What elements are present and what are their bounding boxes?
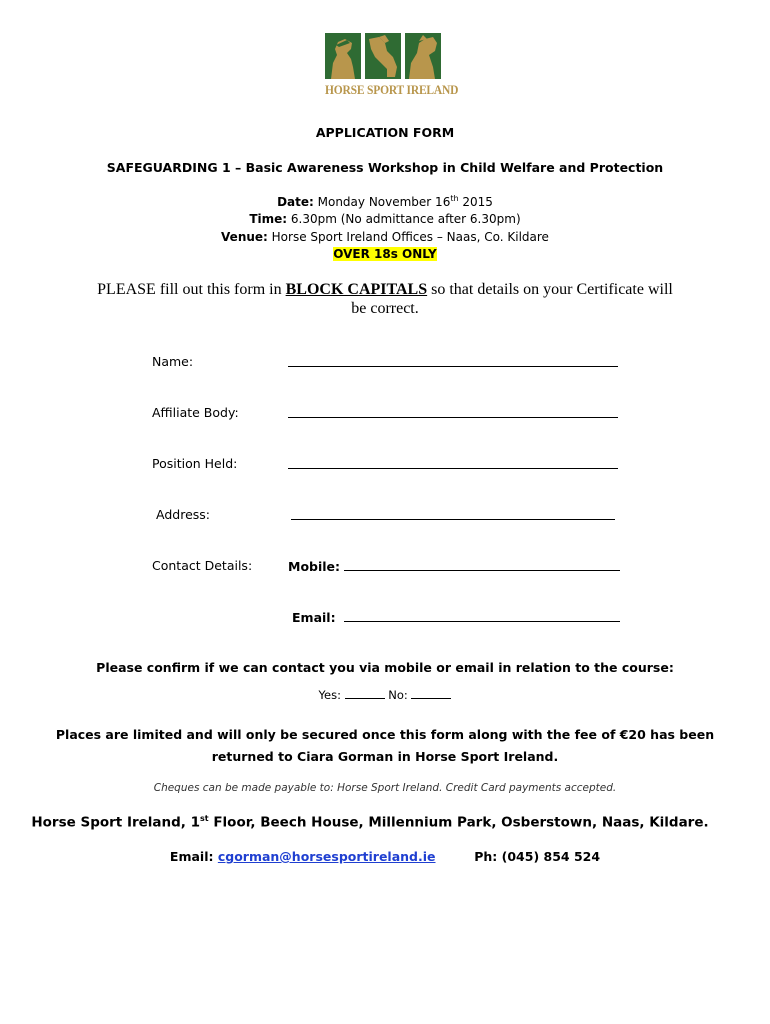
address-post: Floor, Beech House, Millennium Park, Osberstown, Naas, Kildare. [208, 814, 709, 831]
position-field[interactable] [288, 456, 618, 469]
workshop-title: SAFEGUARDING 1 – Basic Awareness Workshop in Child Welfare and Protection [106, 160, 664, 175]
venue-value: Horse Sport Ireland Offices – Naas, Co. Kildare [267, 230, 549, 244]
event-venue [0, 230, 770, 244]
email-link[interactable]: cgorman@horsesportireland.ie [217, 849, 436, 864]
horse-sport-ireland-logo [325, 33, 459, 99]
contact-label: Contact Details: [152, 558, 253, 573]
places-notice-line1: Places are limited and will only be secured once this form along with the fee of €20 has been [55, 727, 715, 742]
yes-field[interactable] [345, 688, 385, 699]
rider-silhouette-icon [325, 33, 361, 79]
email-field[interactable] [344, 609, 620, 622]
footer-phone: Ph: (045) 854 524 [474, 849, 601, 864]
payment-note: Cheques can be made payable to: Horse Sport Ireland. Credit Card payments accepted. [153, 782, 617, 794]
instruction-emphasis: BLOCK CAPITALS [285, 281, 428, 298]
footer-contact [0, 849, 770, 864]
name-field[interactable] [288, 354, 618, 367]
consent-question: Please confirm if we can contact you via mobile or email in relation to the course: [96, 660, 674, 675]
venue-label: Venue: [221, 230, 268, 244]
time-label: Time: [249, 212, 288, 226]
name-label: Name: [152, 354, 194, 369]
email-field-label: Email: [292, 610, 336, 625]
date-label: Date: [277, 195, 314, 209]
affiliate-label: Affiliate Body: [152, 405, 239, 420]
no-field[interactable] [411, 688, 451, 699]
consent-options [0, 688, 770, 702]
address-field[interactable] [291, 507, 615, 520]
position-label: Position Held: [152, 456, 238, 471]
date-suffix: th [450, 194, 459, 203]
date-value: Monday November 16 [313, 195, 451, 209]
block-capitals-instruction [95, 280, 675, 318]
form-title: APPLICATION FORM [315, 125, 455, 140]
event-time [0, 212, 770, 226]
footer-address [0, 814, 755, 831]
address-label: Address: [156, 507, 210, 522]
mobile-field[interactable] [344, 558, 620, 571]
logo-wordmark: HORSE SPORT IRELAND [325, 83, 459, 97]
places-notice-line2: returned to Ciara Gorman in Horse Sport Ireland. [211, 749, 559, 764]
mobile-label: Mobile: [288, 559, 341, 574]
instruction-pre: PLEASE fill out this form in [97, 281, 286, 298]
affiliate-field[interactable] [288, 405, 618, 418]
age-notice-highlight: OVER 18s ONLY [333, 247, 437, 261]
address-suffix: st [200, 814, 209, 823]
time-value: 6.30pm (No admittance after 6.30pm) [287, 212, 521, 226]
no-label: No: [388, 688, 408, 702]
age-notice [0, 247, 770, 261]
date-year: 2015 [458, 195, 493, 209]
event-date [0, 194, 770, 209]
footer-email-label: Email: [169, 849, 218, 864]
yes-label: Yes: [318, 688, 341, 702]
instruction-post: so that details on your Certificate will be correct. [351, 281, 673, 317]
horse-head-icon [405, 33, 441, 79]
jumper-silhouette-icon [365, 33, 401, 79]
address-pre: Horse Sport Ireland, 1 [31, 814, 201, 831]
